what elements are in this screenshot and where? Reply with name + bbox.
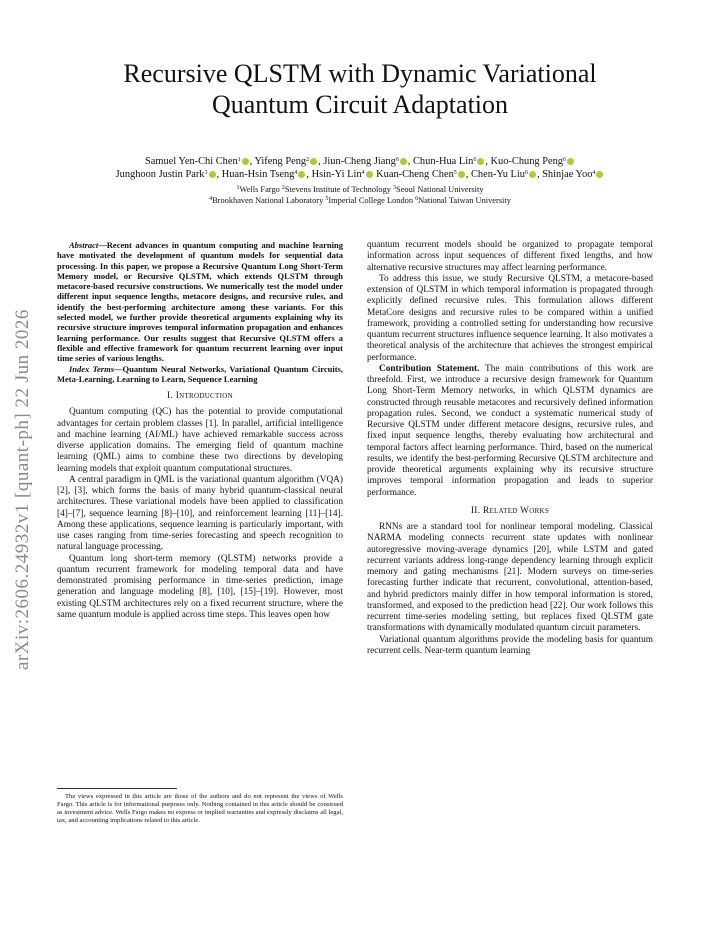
intro-paragraph-3: Quantum long short-term memory (QLSTM) networks provide a quantum recurrent framework for modeling temporal data and have demonstrated promising performance in time-series prediction, image generation and language modeling [8], [10], [15]–[19]. However, most existing QLSTM architectures rely on a fixed recurrent structure, where the same quantum module is applied across time steps. This leaves open how	[57, 553, 343, 620]
author-affiliation-mark: 6	[395, 157, 399, 163]
title-line-1: Recursive QLSTM with Dynamic Variational	[123, 59, 597, 88]
author-affiliation-mark: 1	[237, 157, 241, 163]
affiliation-name: Brookhaven National Laboratory	[212, 195, 324, 205]
title-line-2: Quantum Circuit Adaptation	[211, 90, 509, 119]
author-name: Jiun-Cheng Jiang	[323, 156, 396, 167]
orcid-icon[interactable]	[477, 158, 484, 165]
orcid-icon[interactable]	[209, 171, 216, 178]
orcid-icon[interactable]	[458, 171, 465, 178]
author-line-2: Junghoon Justin Park$^3$ , Huan-Hsin Tseng$^4$ , Hsin-Yi Lin$^4$ Kuan-Cheng Chen$^5$ , Chen-Yu Liu$^6$ , Shinjae Yoo$^4$	[60, 168, 660, 181]
affiliation-name: Wells Fargo	[239, 185, 280, 194]
right-column	[367, 240, 653, 657]
author-name: Hsin-Yi Lin	[311, 169, 362, 180]
abstract	[57, 240, 343, 364]
author-name: Samuel Yen-Chi Chen	[145, 156, 238, 167]
orcid-icon[interactable]	[529, 171, 536, 178]
intro-paragraph-continued: quantum recurrent models should be organized to propagate temporal information across input sequences of different fixed lengths, and how alternative recursive structures may affect learning performance.	[367, 240, 653, 273]
related-paragraph-2: Variational quantum algorithms provide the modeling basis for quantum recurrent cells. Near-term quantum learning	[367, 634, 653, 656]
index-terms-text: —Quantum Neural Networks, Variational Quantum Circuits, Meta-Learning, Learning to Learn, Sequence Learning	[57, 363, 343, 384]
author-affiliation-mark: 5	[453, 170, 457, 176]
affiliation-number: 3	[393, 185, 397, 191]
affiliation-number: 6	[415, 195, 419, 202]
contribution-text: The main contributions of this work are threefold. First, we introduce a recursive design framework for Quantum Long Short-Term Memory networks, in which QLSTM dynamics are constructed through reusable metacores and recursively defined information propagation rules. Second, we conduct a systematic numerical study of Recursive QLSTM under different metacore designs, recursive rules, and fixed input sequence lengths, thereby evaluating how architectural and temporal factors affect learning performance. Third, based on the numerical results, we identify the best-performing Recursive QLSTM architecture and provide theoretical arguments explaining why its recursive structure improves temporal information propagation and leads to superior performance.	[367, 363, 653, 498]
left-column	[57, 240, 343, 621]
intro-paragraph-2: A central paradigm in QML is the variational quantum algorithm (VQA) [2], [3], which forms the basis of many hybrid quantum-classical neural architectures. These variational models have been applied to classification [4]–[7], sequence learning [8]–[10], and reinforcement learning [11]–[14]. Among these applications, sequence learning is particularly important, with use cases ranging from time-series forecasting and speech recognition to natural language processing.	[57, 474, 343, 553]
orcid-icon[interactable]	[298, 171, 305, 178]
intro-paragraph-1: Quantum computing (QC) has the potential to provide computational advantages for certain problem classes [1]. In parallel, artificial intelligence and machine learning (AI/ML) have achieved remarkable success across diverse application domains. The emerging field of quantum machine learning (QML) aims to combine these two directions by developing learning models that exploit quantum computational structures.	[57, 407, 343, 474]
section-heading-related-works: II. Related Works	[470, 505, 550, 516]
affiliation-number: 5	[325, 195, 329, 202]
author-name: Junghoon Justin Park	[115, 169, 205, 180]
affiliation-line-1	[60, 185, 660, 196]
paper-title	[70, 58, 650, 120]
contribution-label: Contribution Statement.	[379, 363, 480, 374]
affiliation-number: 1	[236, 185, 240, 191]
arxiv-identifier: arXiv:2606.24932v1 [quant-ph] 22 Jun 2026	[12, 309, 33, 670]
orcid-icon[interactable]	[310, 158, 317, 165]
affiliation-number: 2	[281, 185, 285, 191]
abstract-label: Abstract	[69, 240, 99, 250]
author-affiliation-mark: 2	[306, 157, 310, 163]
related-paragraph-1: RNNs are a standard tool for nonlinear temporal modeling. Classical NARMA modeling connects recurrent state updates with nonlinear autoregressive moving-average dynamics [20], while LSTM and gated recurrent variants address long-range dependency learning through explicit memory and gating mechanisms [21]. Modern surveys on time-series forecasting further indicate that recurrent, convolutional, attention-based, and hybrid predictors mainly differ in how temporal information is stored, transformed, and exposed to the prediction head [22]. Our work follows this recurrent time-series modeling setting, but replaces fixed QLSTM gate transformations with dynamically modulated quantum circuit parameters.	[367, 522, 653, 634]
author-affiliation-mark: 4	[592, 170, 596, 176]
affiliation-list	[60, 185, 660, 206]
author-line-1: Samuel Yen-Chi Chen$^1$ , Yifeng Peng$^2$ , Jiun-Cheng Jiang$^6$ , Chun-Hua Lin$^6$ , Kuo-Chung Peng$^6$	[60, 155, 660, 168]
author-affiliation-mark: 4	[294, 170, 298, 176]
abstract-text: —Recent advances in quantum computing and machine learning have motivated the development of quantum models for sequential data processing. In this paper, we propose a Recursive Quantum Long Short-Term Memory model, or Recursive QLSTM, which extends QLSTM through metacore-based recursive constructions. We numerically test the model under different input sequence lengths, metacore designs, and recursive rules, and identify the best-performing architecture among these variants. For this selected model, we further provide theoretical arguments explaining why its recursive structure improves temporal information propagation and enhances learning performance. Our results suggest that Recursive QLSTM offers a flexible and effective framework for quantum recurrent learning over input time series of various lengths.	[57, 240, 343, 364]
orcid-icon[interactable]	[242, 158, 249, 165]
orcid-icon[interactable]	[366, 171, 373, 178]
affiliation-number: 4	[209, 195, 213, 202]
author-affiliation-mark: 6	[524, 170, 528, 176]
affiliation-name: Seoul National University	[396, 185, 484, 194]
affiliation-name: Stevens Institute of Technology	[284, 185, 391, 194]
footnote-rule	[57, 788, 177, 789]
author-name: Shinjae Yoo	[542, 169, 593, 180]
author-affiliation-mark: 6	[562, 157, 566, 163]
intro-paragraph-4: To address this issue, we study Recursive QLSTM, a metacore-based extension of QLSTM in which temporal information is propagated through explicitly defined recursive rules. This formulation allows different MetaCore designs and recursive rules to be compared within a unified framework, providing a controlled setting for understanding how recursive quantum recurrent structures influence sequence learning. It also motivates a theoretical analysis of the architecture that achieves the strongest empirical performance.	[367, 273, 653, 363]
author-affiliation-mark: 3	[204, 170, 208, 176]
orcid-icon[interactable]	[400, 158, 407, 165]
footnote	[57, 793, 343, 825]
section-heading-introduction: I. Introduction	[167, 391, 233, 402]
author-name: Yifeng Peng	[254, 156, 307, 167]
author-name: Chen-Yu Liu	[470, 169, 525, 180]
author-list	[60, 155, 660, 181]
author-name: Kuo-Chung Peng	[490, 156, 563, 167]
index-terms-label: Index Terms	[69, 363, 115, 374]
orcid-icon[interactable]	[567, 158, 574, 165]
contribution-paragraph	[367, 364, 653, 499]
author-name: Kuan-Cheng Chen	[376, 169, 454, 180]
author-affiliation-mark: 4	[361, 170, 365, 176]
author-name: Chun-Hua Lin	[413, 156, 474, 167]
affiliation-name: National Taiwan University	[418, 195, 511, 205]
affiliation-name: Imperial College London	[328, 195, 414, 205]
affiliation-line-2	[60, 196, 660, 207]
orcid-icon[interactable]	[596, 171, 603, 178]
footnote-text: The views expressed in this article are those of the authors and do not represent the views of Wells Fargo. This article is for informational purposes only. Nothing contained in this article should be construed as investment advice. Wells Fargo makes no express or implied warranties and expressly disclaims all legal, tax, and accounting implications related to this article.	[57, 793, 343, 824]
index-terms	[57, 364, 343, 385]
author-affiliation-mark: 6	[473, 157, 477, 163]
author-name: Huan-Hsin Tseng	[221, 169, 295, 180]
